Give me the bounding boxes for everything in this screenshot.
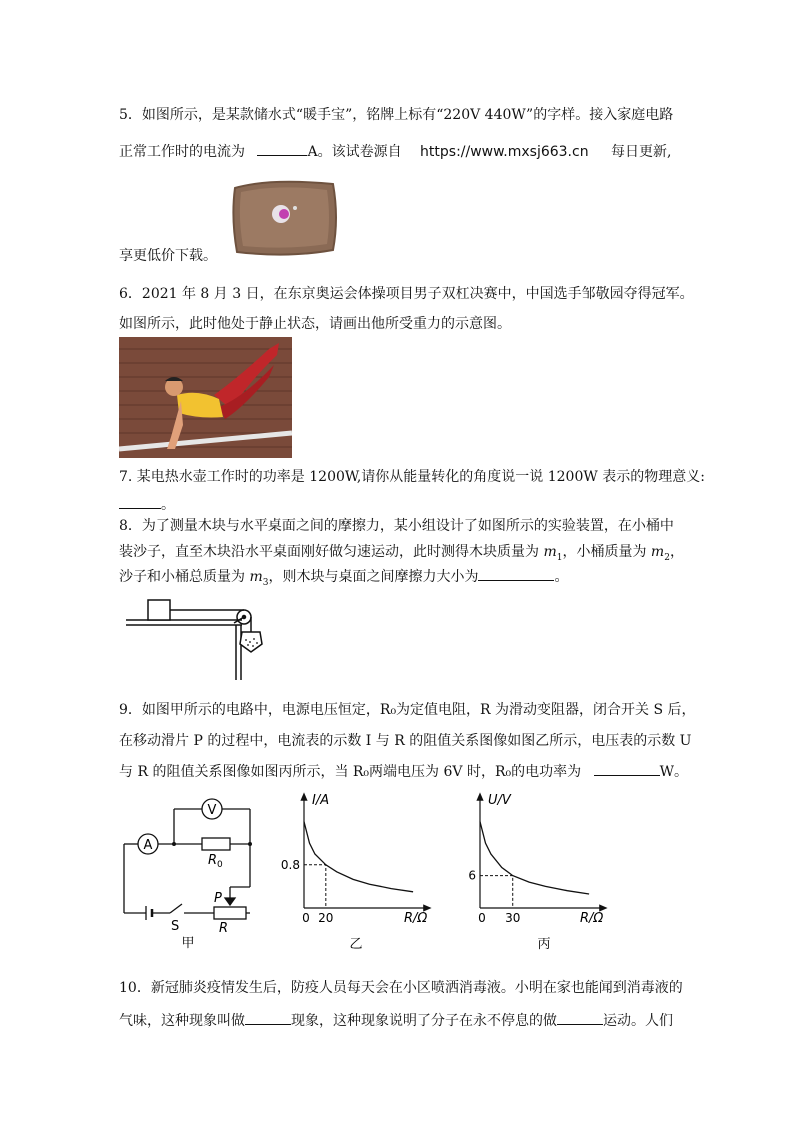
q5-line-3: 享更低价下载。 xyxy=(119,248,217,264)
q7-answer-blank[interactable] xyxy=(119,494,161,509)
voltage-resistance-graph xyxy=(454,786,624,956)
data-curve xyxy=(304,822,413,892)
gymnast-photo xyxy=(119,337,292,458)
q5-text-c: 每日更新, xyxy=(611,144,672,160)
slider-p-label: P xyxy=(214,891,222,906)
q6-line-1: 6．2021 年 8 月 3 日，在东京奥运会体操项目男子双杠决赛中，中国选手邹敬园夺得冠军。 xyxy=(119,286,694,302)
q8-text-b: ，小桶质量为 xyxy=(562,544,651,560)
q10-answer-blank-2[interactable] xyxy=(557,1010,603,1025)
q7-line-2 xyxy=(119,494,175,514)
q10-answer-blank-1[interactable] xyxy=(245,1010,291,1025)
q10-line-1: 10．新冠肺炎疫情发生后，防疫人员每天会在小区喷洒消毒液。小明在家也能闻到消毒液的 xyxy=(119,980,683,996)
q9-line-2: 在移动滑片 P 的过程中，电流表的示数 I 与 R 的阻值关系图像如图乙所示，电压表的示数 U xyxy=(119,733,692,749)
q10-line-2 xyxy=(119,1010,673,1030)
q5-text-b: A。该试卷源自 xyxy=(307,144,402,160)
current-curve-group xyxy=(304,822,413,908)
graph-yi-xtick-0: 0 xyxy=(302,911,310,925)
graph-bing-ytick-6: 6 xyxy=(468,868,476,883)
q7-line-1: 7. 某电热水壶工作时的功率是 1200W,请你从能量转化的角度说一说 1200W 表示的物理意义: xyxy=(119,469,705,485)
q6-line-2: 如图所示，此时他处于静止状态，请画出他所受重力的示意图。 xyxy=(119,316,511,332)
graph-yi-xlabel: R/Ω xyxy=(404,911,428,926)
q5-text-a: 正常工作时的电流为 xyxy=(119,144,245,160)
r0-label: R xyxy=(208,853,218,868)
graph-yi-xtick-20: 20 xyxy=(318,911,334,925)
voltage-curve-group xyxy=(480,822,589,908)
graph-bing-caption: 丙 xyxy=(537,937,551,952)
mass-m1-sub: 1 xyxy=(556,552,563,563)
circuit-diagram xyxy=(118,792,268,952)
q9-line-1: 9．如图甲所示的电路中，电源电压恒定，R₀为定值电阻，R 为滑动变阻器，闭合开关 S 后， xyxy=(119,702,696,718)
q8-line-2 xyxy=(119,541,684,563)
q8-period: 。 xyxy=(554,569,569,585)
q5-answer-blank[interactable] xyxy=(257,141,307,156)
mass-m2: m xyxy=(650,544,665,560)
q8-text-c: ， xyxy=(669,544,684,560)
q5-line-2 xyxy=(119,141,671,161)
q9-line-3 xyxy=(119,761,688,781)
q10-text-c: 运动。人们 xyxy=(603,1013,673,1029)
ammeter-label: A xyxy=(143,838,153,853)
q8-answer-blank[interactable] xyxy=(478,566,554,581)
rheostat-r-label: R xyxy=(219,921,229,936)
q9-text-a: 与 R 的阻值关系图像如图丙所示，当 R₀两端电压为 6V 时，R₀的电功率为 xyxy=(119,764,582,780)
graph-yi-ytick-0.8: 0.8 xyxy=(280,857,300,872)
marked-point-guide xyxy=(480,876,513,908)
q7-period: 。 xyxy=(161,497,175,513)
mass-m3: m xyxy=(249,569,263,585)
current-resistance-graph xyxy=(278,786,448,956)
graph-bing-xlabel: R/Ω xyxy=(580,911,604,926)
q10-text-b: 现象，这种现象说明了分子在永不停息的做 xyxy=(291,1013,557,1029)
graph-bing-xtick-0: 0 xyxy=(478,911,486,925)
q8-line-3 xyxy=(119,566,568,588)
q10-text-a: 气味，这种现象叫做 xyxy=(119,1013,245,1029)
q5-line-1: 5．如图所示，是某款储水式“暖手宝”，铭牌上标有“220V 440W”的字样。接入家庭电路 xyxy=(119,107,674,123)
graph-bing-xtick-30: 30 xyxy=(505,911,521,925)
graph-yi-ylabel: I/A xyxy=(312,793,330,808)
q8-text-e: ，则木块与桌面之间摩擦力大小为 xyxy=(268,569,479,585)
graph-bing-ylabel: U/V xyxy=(488,793,511,808)
mass-m2-sub: 2 xyxy=(664,552,670,563)
q8-line-1: 8．为了测量木块与水平桌面之间的摩擦力，某小组设计了如图所示的实验装置，在小桶中 xyxy=(119,518,674,534)
q9-answer-blank[interactable] xyxy=(594,761,660,776)
voltmeter-label: V xyxy=(207,803,217,818)
q8-text-a: 装沙子，直至木块沿水平桌面刚好做匀速运动，此时测得木块质量为 xyxy=(119,544,544,560)
hand-warmer-photo xyxy=(229,178,341,257)
switch-s-label: S xyxy=(171,919,180,934)
mass-m1: m xyxy=(543,544,557,560)
q9-text-b: W。 xyxy=(659,764,688,780)
mass-m3-sub: 3 xyxy=(262,577,269,588)
friction-apparatus-diagram xyxy=(124,596,264,682)
circuit-caption: 甲 xyxy=(181,936,195,951)
source-url[interactable]: https://www.mxsj663.cn xyxy=(420,144,589,160)
marked-point-guide xyxy=(304,865,326,908)
q8-text-d: 沙子和小桶总质量为 xyxy=(119,569,250,585)
r0-subscript: 0 xyxy=(217,860,223,870)
data-curve xyxy=(480,822,589,894)
graph-yi-caption: 乙 xyxy=(349,937,363,952)
